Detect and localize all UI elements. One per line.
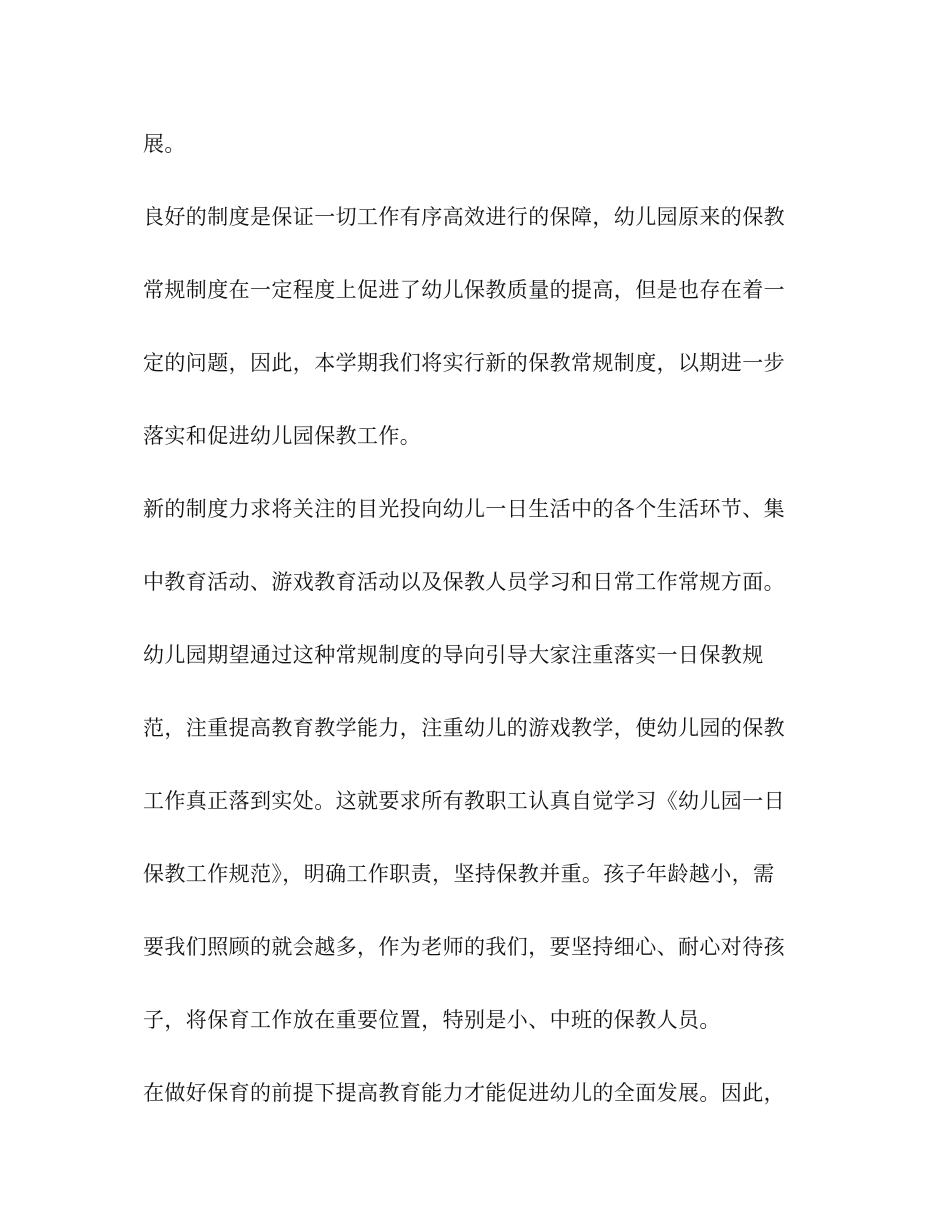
text-line: 保教工作规范》，明确工作职责，坚持保教并重。孩子年龄越小，需	[143, 862, 775, 886]
text-line: 要我们照顾的就会越多，作为老师的我们，要坚持细心、耐心对待孩	[143, 935, 785, 959]
text-line: 工作真正落到实处。这就要求所有教职工认真自觉学习《幼儿园一日	[143, 789, 785, 813]
text-line: 幼儿园期望通过这种常规制度的导向引导大家注重落实一日保教规	[143, 643, 764, 667]
text-line: 范，注重提高教育教学能力，注重幼儿的游戏教学，使幼儿园的保教	[143, 716, 785, 740]
text-line: 良好的制度是保证一切工作有序高效进行的保障，幼儿园原来的保教	[143, 205, 785, 229]
text-line: 新的制度力求将关注的目光投向幼儿一日生活中的各个生活环节、集	[143, 497, 785, 521]
text-line: 在做好保育的前提下提高教育能力才能促进幼儿的全面发展。因此，	[143, 1081, 785, 1105]
text-line: 定的问题，因此，本学期我们将实行新的保教常规制度，以期进一步	[143, 351, 785, 375]
text-line: 落实和促进幼儿园保教工作。	[143, 424, 422, 448]
text-line: 常规制度在一定程度上促进了幼儿保教质量的提高，但是也存在着一	[143, 278, 785, 302]
text-line: 中教育活动、游戏教育活动以及保教人员学习和日常工作常规方面。	[143, 570, 785, 594]
text-line: 子，将保育工作放在重要位置，特别是小、中班的保教人员。	[143, 1008, 721, 1032]
text-line: 展。	[143, 132, 186, 156]
